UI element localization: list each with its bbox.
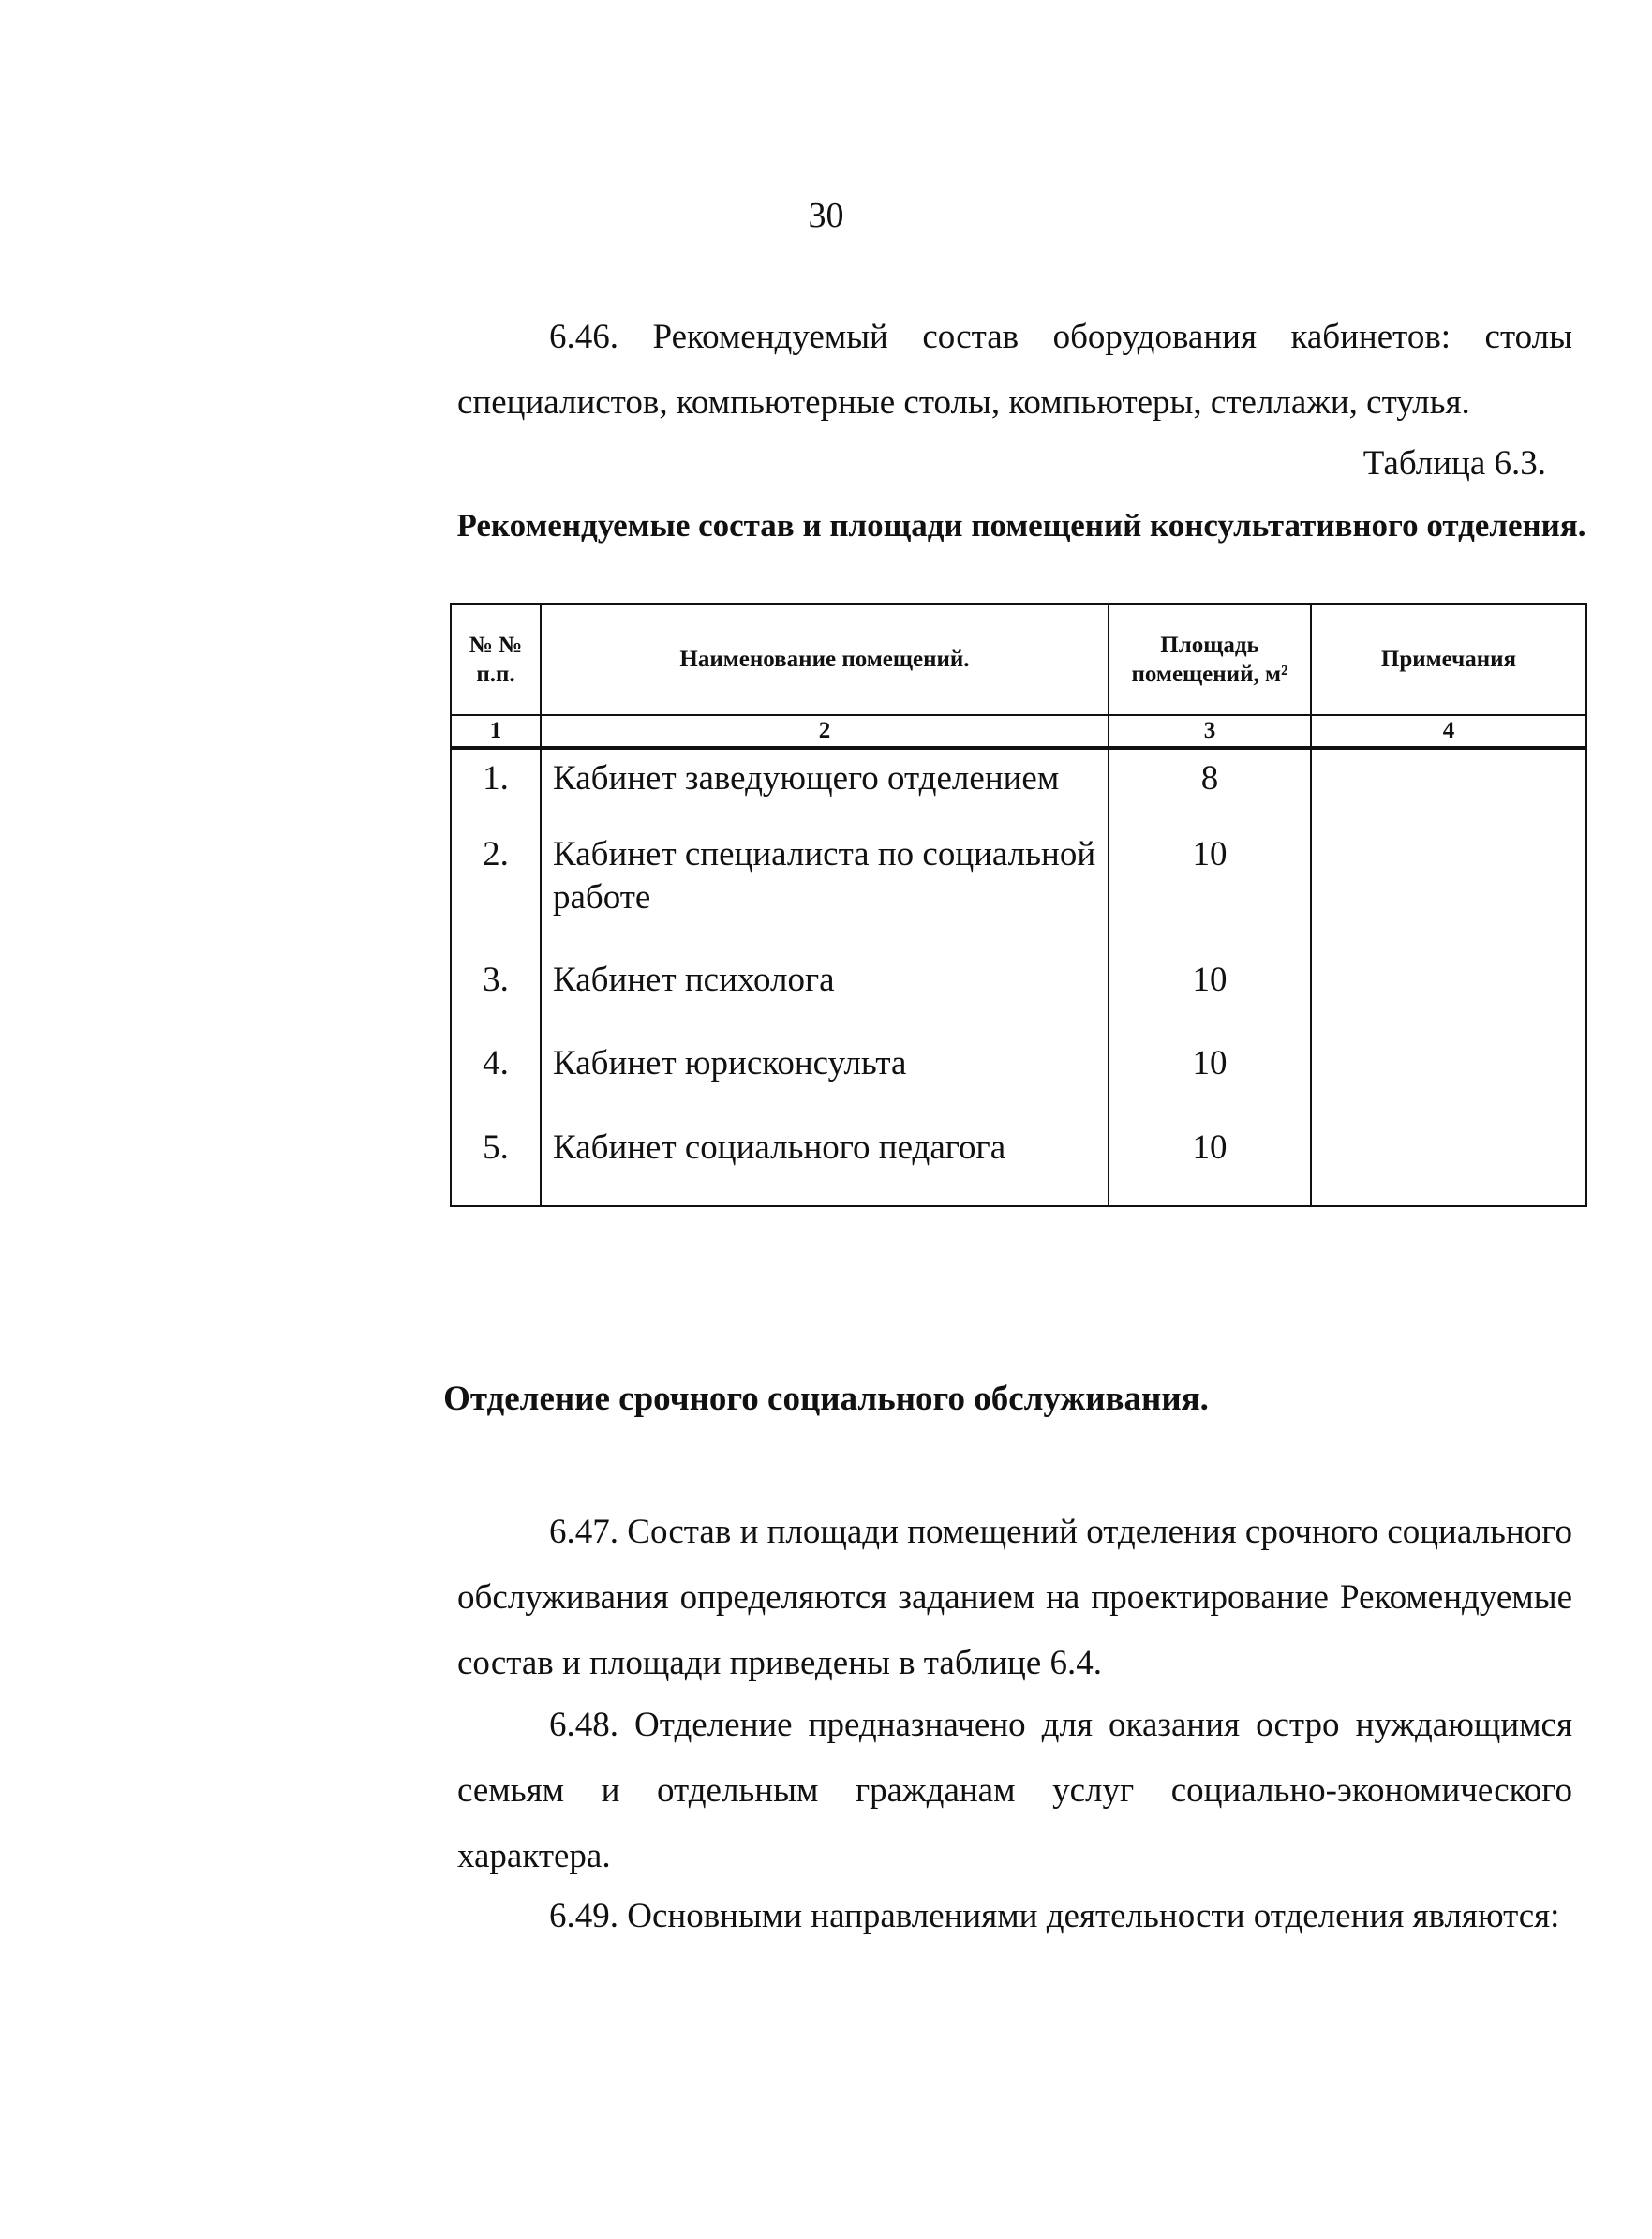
row-area: 8: [1109, 748, 1311, 833]
row-name: Кабинет социального педагога: [541, 1127, 1109, 1206]
table-row: [451, 959, 1586, 1042]
table-row: [451, 1042, 1586, 1127]
row-num: 2.: [451, 833, 541, 959]
column-number: 4: [1311, 715, 1586, 748]
row-name: Кабинет специалиста по социальной работе: [541, 833, 1109, 959]
table-title: Рекомендуемые состав и площади помещений консультативного отделения.: [456, 507, 1586, 544]
row-area: 10: [1109, 959, 1311, 1042]
row-name: Кабинет психолога: [541, 959, 1109, 1042]
paragraph-6-48: 6.48. Отделение предназначено для оказания остро нуждающимся семьям и отдельным гражданам услуг социально-экономического характера.: [457, 1706, 1572, 1875]
header-name: Наименование помещений.: [541, 604, 1109, 715]
row-notes: [1311, 1127, 1586, 1206]
row-num: 1.: [451, 748, 541, 833]
row-num: 4.: [451, 1042, 541, 1127]
row-area: 10: [1109, 833, 1311, 959]
header-notes: Примечания: [1311, 604, 1586, 715]
table-header-row: [451, 604, 1586, 715]
column-number: 3: [1109, 715, 1311, 748]
section-title: Отделение срочного социального обслуживания.: [443, 1380, 1209, 1418]
table-row: [451, 748, 1586, 833]
row-notes: [1311, 1042, 1586, 1127]
table-row: [451, 833, 1586, 959]
column-number: 1: [451, 715, 541, 748]
row-name: Кабинет заведующего отделением: [541, 748, 1109, 833]
row-area: 10: [1109, 1127, 1311, 1206]
row-num: 3.: [451, 959, 541, 1042]
row-area: 10: [1109, 1042, 1311, 1127]
row-notes: [1311, 959, 1586, 1042]
paragraph-6-47: 6.47. Состав и площади помещений отделения срочного социального обслуживания определяются заданием на проектирование Рекомендуемые состав и площади приведены в таблице 6.4.: [457, 1513, 1572, 1682]
rooms-table: [450, 603, 1587, 1207]
paragraph-6-49: 6.49. Основными направлениями деятельности отделения являются:: [549, 1897, 1560, 1935]
row-num: 5.: [451, 1127, 541, 1206]
row-notes: [1311, 748, 1586, 833]
header-area: Площадь помещений, м²: [1109, 604, 1311, 715]
row-name: Кабинет юрисконсульта: [541, 1042, 1109, 1127]
page-number: 30: [808, 196, 844, 235]
table-row: [451, 1127, 1586, 1206]
column-number-row: [451, 715, 1586, 748]
table-label: Таблица 6.3.: [1362, 444, 1546, 483]
row-notes: [1311, 833, 1586, 959]
column-number: 2: [541, 715, 1109, 748]
header-num: № № п.п.: [451, 604, 541, 715]
paragraph-6-46: 6.46. Рекомендуемый состав оборудования кабинетов: столы специалистов, компьютерные столы, компьютеры, стеллажи, стулья.: [457, 318, 1572, 422]
